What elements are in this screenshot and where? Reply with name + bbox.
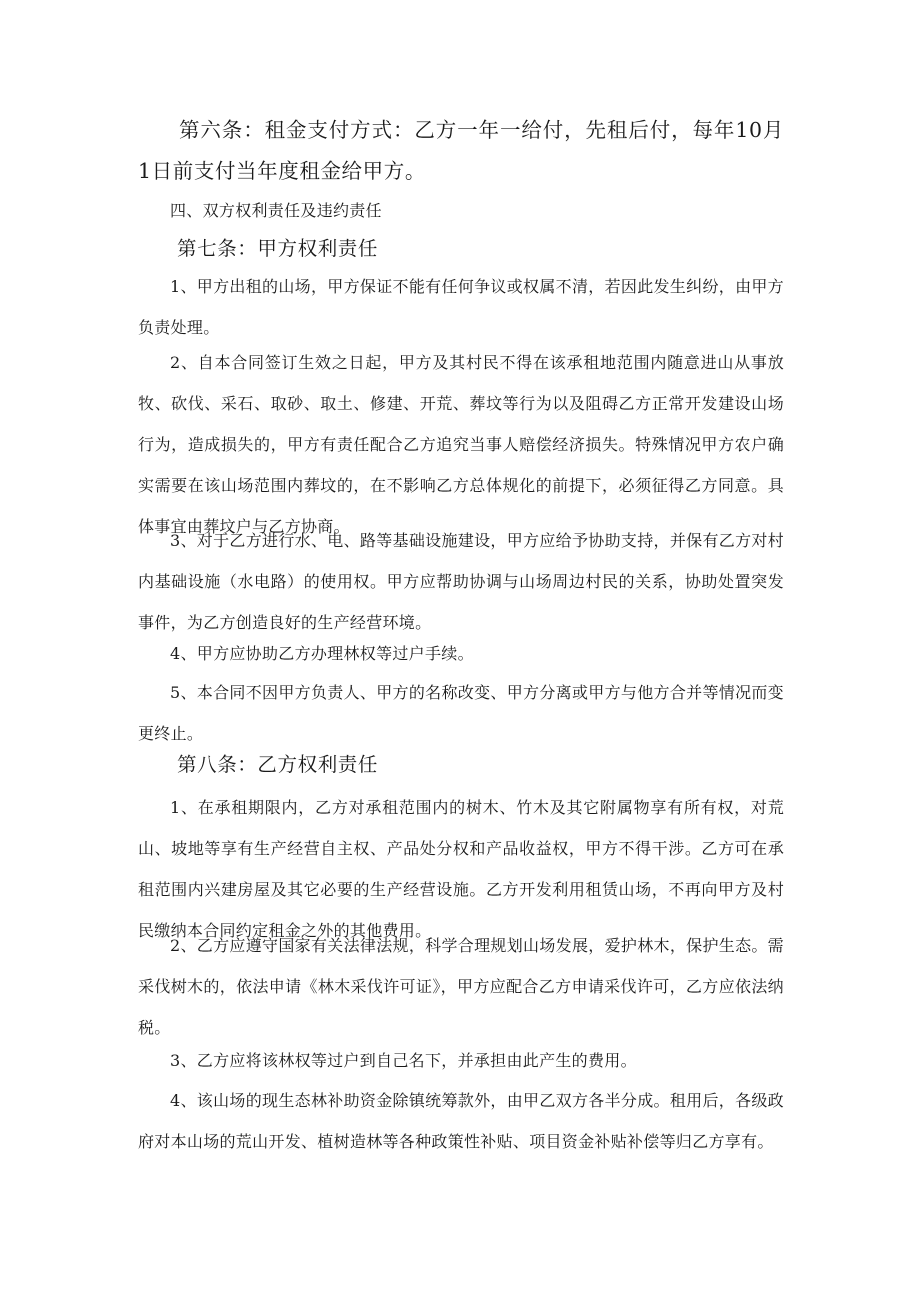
article-7-item-3 <box>138 520 784 643</box>
article-8-item-3 <box>138 1040 784 1081</box>
article-8-item-text: 1、在承租期限内，乙方对承租范围内的树木、竹木及其它附属物享有所有权，对荒山、坡地等享有生产经营自主权、产品处分权和产品收益权，甲方不得干涉。乙方可在承租范围内兴建房屋及其它必要的生产经营设施。乙方开发利用租赁山场，不再向甲方及村民缴纳本合同约定租金之外的其他费用。 <box>138 798 784 940</box>
article-8-item-2 <box>138 925 784 1048</box>
article-7-item-5 <box>138 672 784 754</box>
article-7-item-1 <box>138 266 784 348</box>
article-8-item-4 <box>138 1080 784 1162</box>
article-6-text: 第六条：租金支付方式：乙方一年一给付，先租后付，每年10月1日前支付当年度租金给甲方。 <box>138 118 784 183</box>
article-7-item-4 <box>138 633 784 674</box>
article-7-item-text: 2、自本合同签订生效之日起，甲方及其村民不得在该承租地范围内随意进山从事放牧、砍伐、采石、取砂、取土、修建、开荒、葬坟等行为以及阻碍乙方正常开发建设山场行为，造成损失的，甲方有责任配合乙方追究当事人赔偿经济损失。特殊情况甲方农户确实需要在该山场范围内葬坟的，在不影响乙方总体规化的前提下，必须征得乙方同意。具体事宜由葬坟户与乙方协商。 <box>138 353 784 536</box>
article-8-item-text: 2、乙方应遵守国家有关法律法规，科学合理规划山场发展，爱护林木，保护生态。需采伐树木的，依法申请《林木采伐许可证》，甲方应配合乙方申请采伐许可，乙方应依法纳税。 <box>138 936 784 1037</box>
article-7-item-text: 5、本合同不因甲方负责人、甲方的名称改变、甲方分离或甲方与他方合并等情况而变更终止。 <box>138 683 784 743</box>
section-4-heading <box>138 190 784 231</box>
article-7-item-text: 1、甲方出租的山场，甲方保证不能有任何争议或权属不清，若因此发生纠纷，由甲方负责处理。 <box>138 277 784 337</box>
article-7-heading <box>138 234 784 264</box>
section-4-title: 四、双方权利责任及违约责任 <box>170 201 382 220</box>
article-7-item-2 <box>138 342 784 547</box>
article-7-item-text: 3、对于乙方进行水、电、路等基础设施建设，甲方应给予协助支持，并保有乙方对村内基础设施（水电路）的使用权。甲方应帮助协调与山场周边村民的关系，协助处置突发事件，为乙方创造良好的生产经营环境。 <box>138 531 784 632</box>
article-6 <box>138 110 784 192</box>
article-8-item-text: 4、该山场的现生态林补助资金除镇统筹款外，由甲乙双方各半分成。租用后，各级政府对本山场的荒山开发、植树造林等各种政策性补贴、项目资金补贴补偿等归乙方享有。 <box>138 1091 784 1151</box>
article-7-item-text: 4、甲方应协助乙方办理林权等过户手续。 <box>170 644 474 663</box>
article-8-item-text: 3、乙方应将该林权等过户到自己名下，并承担由此产生的费用。 <box>170 1051 637 1070</box>
article-8-heading <box>138 750 784 780</box>
article-8-title: 第八条：乙方权利责任 <box>177 753 379 776</box>
article-7-title: 第七条：甲方权利责任 <box>177 237 379 260</box>
